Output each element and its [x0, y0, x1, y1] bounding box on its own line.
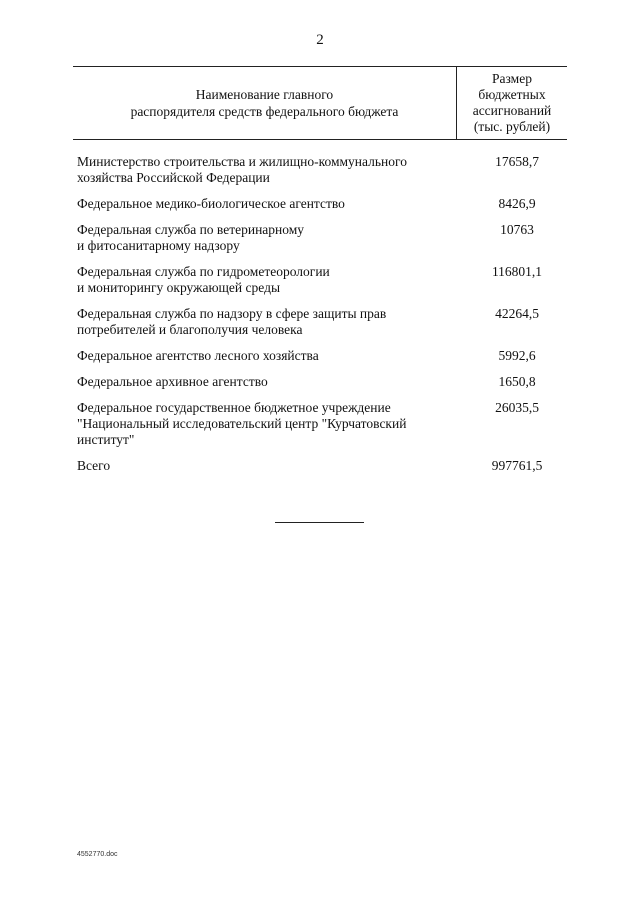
- row-name: Федеральное медико-биологическое агентство: [77, 196, 345, 211]
- row-amount: 8426,9: [498, 196, 536, 211]
- row-amount: 5992,6: [498, 348, 536, 363]
- table-row: [77, 374, 567, 390]
- page-number: 2: [316, 32, 324, 48]
- header-amount-column: Размер бюджетных ассигнований (тыс. рублей): [472, 71, 552, 134]
- row-name: Федеральная служба по гидрометеорологии и мониторингу окружающей среды: [77, 264, 330, 295]
- document-file-id: 4552770.doc: [77, 851, 118, 858]
- table-body: [77, 154, 567, 484]
- table-header: [73, 66, 567, 140]
- header-name-column: Наименование главного распорядителя средств федерального бюджета: [73, 67, 457, 139]
- row-name: Федеральное государственное бюджетное учреждение "Национальный исследовательский центр "Курчатовский институт": [77, 400, 407, 447]
- row-name: Министерство строительства и жилищно-коммунального хозяйства Российской Федерации: [77, 154, 407, 185]
- row-name: Федеральная служба по надзору в сфере защиты прав потребителей и благополучия человека: [77, 306, 387, 337]
- row-amount: 997761,5: [491, 458, 543, 473]
- row-name: Федеральное архивное агентство: [77, 374, 268, 389]
- table-row: [77, 154, 567, 186]
- table-row: [77, 196, 567, 212]
- table-row: [77, 264, 567, 296]
- row-name: Федеральное агентство лесного хозяйства: [77, 348, 319, 363]
- row-amount: 10763: [500, 222, 534, 237]
- table-row-total: [77, 458, 567, 474]
- table-row: [77, 222, 567, 254]
- row-amount: 17658,7: [495, 154, 539, 169]
- row-amount: 116801,1: [491, 264, 543, 279]
- row-amount: 1650,8: [498, 374, 536, 389]
- table-row: [77, 348, 567, 364]
- table-row: [77, 306, 567, 338]
- end-of-document-rule: [275, 522, 364, 523]
- row-amount: 26035,5: [495, 400, 539, 415]
- table-row: [77, 400, 567, 448]
- row-name: Всего: [77, 458, 111, 473]
- row-name: Федеральная служба по ветеринарному и фитосанитарному надзору: [77, 222, 305, 253]
- row-amount: 42264,5: [495, 306, 539, 321]
